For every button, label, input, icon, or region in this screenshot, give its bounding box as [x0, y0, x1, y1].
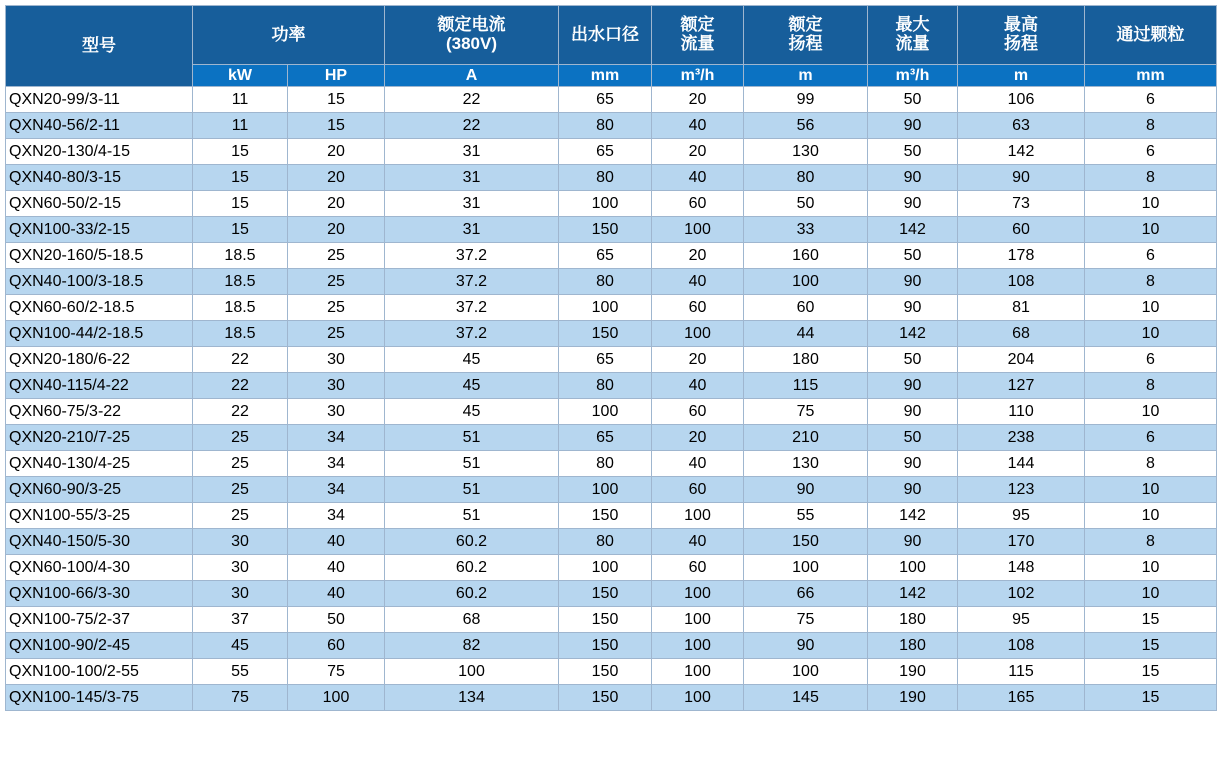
cell-power-kw: 25 — [193, 503, 288, 529]
table-row — [6, 685, 1217, 711]
cell-rated-flow: 20 — [652, 243, 744, 269]
cell-rated-head: 44 — [744, 321, 868, 347]
table-row — [6, 659, 1217, 685]
cell-rated-flow: 20 — [652, 139, 744, 165]
cell-rated-head: 99 — [744, 87, 868, 113]
cell-power-kw: 18.5 — [193, 243, 288, 269]
cell-power-hp: 20 — [288, 191, 385, 217]
cell-max-flow: 90 — [868, 165, 958, 191]
cell-max-flow: 90 — [868, 295, 958, 321]
cell-max-head: 95 — [958, 607, 1085, 633]
cell-rated-flow: 100 — [652, 217, 744, 243]
cell-outlet: 100 — [559, 191, 652, 217]
cell-rated-flow: 40 — [652, 373, 744, 399]
cell-rated-flow: 100 — [652, 633, 744, 659]
cell-model: QXN20-160/5-18.5 — [6, 243, 193, 269]
cell-particle: 10 — [1085, 295, 1217, 321]
cell-rated-head: 150 — [744, 529, 868, 555]
cell-rated-flow: 20 — [652, 347, 744, 373]
cell-particle: 6 — [1085, 243, 1217, 269]
cell-power-hp: 34 — [288, 451, 385, 477]
cell-max-head: 238 — [958, 425, 1085, 451]
cell-rated-head: 100 — [744, 269, 868, 295]
table-row — [6, 217, 1217, 243]
cell-rated-flow: 100 — [652, 581, 744, 607]
header-model: 型号 — [6, 6, 193, 87]
table-row — [6, 529, 1217, 555]
cell-model: QXN20-210/7-25 — [6, 425, 193, 451]
cell-max-head: 127 — [958, 373, 1085, 399]
cell-rated-head: 66 — [744, 581, 868, 607]
cell-rated-flow: 100 — [652, 607, 744, 633]
cell-model: QXN20-99/3-11 — [6, 87, 193, 113]
table-row — [6, 607, 1217, 633]
cell-model: QXN100-55/3-25 — [6, 503, 193, 529]
cell-max-flow: 90 — [868, 113, 958, 139]
cell-outlet: 80 — [559, 165, 652, 191]
cell-model: QXN100-66/3-30 — [6, 581, 193, 607]
cell-power-hp: 60 — [288, 633, 385, 659]
cell-outlet: 100 — [559, 399, 652, 425]
table-row — [6, 633, 1217, 659]
cell-power-hp: 40 — [288, 529, 385, 555]
cell-model: QXN60-100/4-30 — [6, 555, 193, 581]
cell-rated-flow: 60 — [652, 295, 744, 321]
cell-rated-flow: 100 — [652, 659, 744, 685]
cell-current: 37.2 — [385, 295, 559, 321]
cell-model: QXN100-100/2-55 — [6, 659, 193, 685]
cell-rated-head: 210 — [744, 425, 868, 451]
table-row — [6, 503, 1217, 529]
cell-outlet: 100 — [559, 295, 652, 321]
cell-power-kw: 22 — [193, 373, 288, 399]
cell-power-kw: 30 — [193, 581, 288, 607]
cell-power-kw: 18.5 — [193, 295, 288, 321]
cell-outlet: 80 — [559, 529, 652, 555]
unit-m3h: m³/h — [652, 65, 744, 87]
cell-max-flow: 50 — [868, 347, 958, 373]
cell-current: 51 — [385, 425, 559, 451]
cell-rated-head: 60 — [744, 295, 868, 321]
cell-max-head: 148 — [958, 555, 1085, 581]
cell-current: 60.2 — [385, 529, 559, 555]
cell-max-head: 102 — [958, 581, 1085, 607]
cell-model: QXN40-130/4-25 — [6, 451, 193, 477]
header-rated-flow — [652, 6, 744, 65]
cell-max-flow: 50 — [868, 139, 958, 165]
cell-power-kw: 15 — [193, 217, 288, 243]
cell-model: QXN100-33/2-15 — [6, 217, 193, 243]
cell-rated-head: 50 — [744, 191, 868, 217]
cell-max-flow: 142 — [868, 321, 958, 347]
cell-power-hp: 30 — [288, 373, 385, 399]
cell-rated-head: 100 — [744, 659, 868, 685]
header-rated-head-line1: 额定 — [788, 15, 823, 35]
cell-power-hp: 20 — [288, 139, 385, 165]
cell-power-kw: 18.5 — [193, 321, 288, 347]
table-row — [6, 165, 1217, 191]
cell-rated-head: 160 — [744, 243, 868, 269]
cell-rated-head: 55 — [744, 503, 868, 529]
cell-power-hp: 20 — [288, 165, 385, 191]
cell-outlet: 150 — [559, 607, 652, 633]
cell-max-head: 73 — [958, 191, 1085, 217]
cell-particle: 10 — [1085, 321, 1217, 347]
cell-particle: 8 — [1085, 113, 1217, 139]
cell-power-kw: 11 — [193, 113, 288, 139]
cell-particle: 15 — [1085, 659, 1217, 685]
table-row — [6, 87, 1217, 113]
cell-outlet: 100 — [559, 555, 652, 581]
cell-max-flow: 90 — [868, 529, 958, 555]
cell-max-head: 178 — [958, 243, 1085, 269]
cell-current: 60.2 — [385, 581, 559, 607]
table-header — [6, 6, 1217, 87]
cell-rated-head: 80 — [744, 165, 868, 191]
cell-rated-flow: 40 — [652, 529, 744, 555]
cell-max-flow: 50 — [868, 87, 958, 113]
cell-max-head: 142 — [958, 139, 1085, 165]
cell-current: 31 — [385, 217, 559, 243]
cell-particle: 6 — [1085, 139, 1217, 165]
table-row — [6, 139, 1217, 165]
cell-current: 31 — [385, 191, 559, 217]
table-row — [6, 425, 1217, 451]
cell-rated-flow: 40 — [652, 165, 744, 191]
cell-outlet: 150 — [559, 659, 652, 685]
cell-model: QXN20-180/6-22 — [6, 347, 193, 373]
cell-particle: 10 — [1085, 581, 1217, 607]
cell-current: 134 — [385, 685, 559, 711]
header-power: 功率 — [193, 6, 385, 65]
cell-rated-flow: 100 — [652, 685, 744, 711]
table-row — [6, 581, 1217, 607]
table-row — [6, 347, 1217, 373]
cell-power-kw: 37 — [193, 607, 288, 633]
cell-power-kw: 55 — [193, 659, 288, 685]
cell-max-flow: 90 — [868, 373, 958, 399]
cell-max-head: 60 — [958, 217, 1085, 243]
cell-rated-flow: 60 — [652, 477, 744, 503]
cell-max-flow: 90 — [868, 451, 958, 477]
header-max-flow — [868, 6, 958, 65]
cell-power-hp: 25 — [288, 269, 385, 295]
cell-particle: 15 — [1085, 607, 1217, 633]
header-max-flow-line2: 流量 — [895, 34, 930, 53]
cell-model: QXN100-145/3-75 — [6, 685, 193, 711]
table-row — [6, 399, 1217, 425]
cell-rated-flow: 60 — [652, 191, 744, 217]
cell-current: 100 — [385, 659, 559, 685]
cell-max-head: 170 — [958, 529, 1085, 555]
cell-particle: 8 — [1085, 451, 1217, 477]
cell-current: 31 — [385, 139, 559, 165]
cell-power-hp: 25 — [288, 321, 385, 347]
cell-current: 45 — [385, 399, 559, 425]
cell-particle: 8 — [1085, 529, 1217, 555]
cell-max-head: 81 — [958, 295, 1085, 321]
cell-max-head: 144 — [958, 451, 1085, 477]
cell-outlet: 80 — [559, 373, 652, 399]
header-rated-current-line1: 额定电流 — [437, 15, 506, 35]
cell-power-kw: 18.5 — [193, 269, 288, 295]
cell-rated-head: 56 — [744, 113, 868, 139]
cell-power-hp: 25 — [288, 295, 385, 321]
cell-max-flow: 180 — [868, 607, 958, 633]
cell-rated-head: 115 — [744, 373, 868, 399]
cell-max-head: 63 — [958, 113, 1085, 139]
cell-current: 45 — [385, 373, 559, 399]
cell-model: QXN60-90/3-25 — [6, 477, 193, 503]
cell-power-kw: 11 — [193, 87, 288, 113]
cell-power-kw: 75 — [193, 685, 288, 711]
table-row — [6, 269, 1217, 295]
header-rated-flow-line2: 流量 — [680, 34, 715, 53]
table-row — [6, 295, 1217, 321]
cell-power-kw: 25 — [193, 425, 288, 451]
cell-power-kw: 15 — [193, 165, 288, 191]
cell-current: 37.2 — [385, 269, 559, 295]
cell-power-hp: 34 — [288, 425, 385, 451]
header-max-head — [958, 6, 1085, 65]
cell-particle: 8 — [1085, 373, 1217, 399]
cell-max-head: 108 — [958, 269, 1085, 295]
cell-model: QXN20-130/4-15 — [6, 139, 193, 165]
cell-power-kw: 22 — [193, 399, 288, 425]
cell-power-hp: 15 — [288, 87, 385, 113]
cell-power-kw: 25 — [193, 477, 288, 503]
cell-current: 45 — [385, 347, 559, 373]
cell-power-hp: 20 — [288, 217, 385, 243]
cell-rated-head: 90 — [744, 477, 868, 503]
cell-power-hp: 75 — [288, 659, 385, 685]
cell-rated-head: 100 — [744, 555, 868, 581]
cell-current: 82 — [385, 633, 559, 659]
cell-current: 37.2 — [385, 243, 559, 269]
cell-power-kw: 30 — [193, 555, 288, 581]
cell-outlet: 65 — [559, 139, 652, 165]
cell-max-flow: 90 — [868, 399, 958, 425]
cell-max-flow: 180 — [868, 633, 958, 659]
cell-current: 51 — [385, 477, 559, 503]
cell-outlet: 65 — [559, 425, 652, 451]
cell-power-kw: 22 — [193, 347, 288, 373]
table-row — [6, 555, 1217, 581]
cell-max-flow: 190 — [868, 659, 958, 685]
cell-model: QXN40-115/4-22 — [6, 373, 193, 399]
cell-max-flow: 50 — [868, 243, 958, 269]
cell-max-flow: 90 — [868, 477, 958, 503]
cell-model: QXN40-150/5-30 — [6, 529, 193, 555]
cell-rated-flow: 100 — [652, 503, 744, 529]
cell-rated-head: 33 — [744, 217, 868, 243]
cell-max-head: 106 — [958, 87, 1085, 113]
cell-rated-head: 130 — [744, 139, 868, 165]
cell-current: 31 — [385, 165, 559, 191]
cell-max-flow: 142 — [868, 581, 958, 607]
cell-power-kw: 25 — [193, 451, 288, 477]
table-row — [6, 243, 1217, 269]
cell-rated-head: 90 — [744, 633, 868, 659]
table-row — [6, 477, 1217, 503]
cell-max-flow: 90 — [868, 269, 958, 295]
cell-rated-head: 75 — [744, 607, 868, 633]
cell-power-kw: 45 — [193, 633, 288, 659]
unit-m: m — [744, 65, 868, 87]
cell-model: QXN60-60/2-18.5 — [6, 295, 193, 321]
cell-particle: 15 — [1085, 633, 1217, 659]
cell-current: 51 — [385, 451, 559, 477]
cell-max-head: 165 — [958, 685, 1085, 711]
cell-power-hp: 40 — [288, 581, 385, 607]
cell-model: QXN100-90/2-45 — [6, 633, 193, 659]
header-rated-head — [744, 6, 868, 65]
cell-current: 22 — [385, 87, 559, 113]
cell-power-kw: 30 — [193, 529, 288, 555]
cell-max-head: 90 — [958, 165, 1085, 191]
cell-particle: 10 — [1085, 555, 1217, 581]
cell-outlet: 65 — [559, 87, 652, 113]
cell-rated-head: 75 — [744, 399, 868, 425]
cell-rated-flow: 40 — [652, 113, 744, 139]
cell-max-head: 108 — [958, 633, 1085, 659]
cell-model: QXN40-100/3-18.5 — [6, 269, 193, 295]
cell-max-head: 204 — [958, 347, 1085, 373]
cell-particle: 6 — [1085, 87, 1217, 113]
header-rated-flow-line1: 额定 — [680, 15, 715, 35]
cell-model: QXN40-56/2-11 — [6, 113, 193, 139]
cell-current: 37.2 — [385, 321, 559, 347]
cell-current: 60.2 — [385, 555, 559, 581]
cell-outlet: 150 — [559, 217, 652, 243]
cell-max-flow: 50 — [868, 425, 958, 451]
cell-outlet: 150 — [559, 321, 652, 347]
header-outlet: 出水口径 — [559, 6, 652, 65]
cell-model: QXN60-75/3-22 — [6, 399, 193, 425]
header-rated-head-line2: 扬程 — [788, 34, 823, 53]
cell-rated-flow: 100 — [652, 321, 744, 347]
cell-particle: 10 — [1085, 503, 1217, 529]
cell-model: QXN100-75/2-37 — [6, 607, 193, 633]
cell-max-flow: 190 — [868, 685, 958, 711]
cell-power-kw: 15 — [193, 139, 288, 165]
header-particle: 通过颗粒 — [1085, 6, 1217, 65]
cell-outlet: 65 — [559, 347, 652, 373]
cell-particle: 10 — [1085, 217, 1217, 243]
table-body — [6, 87, 1217, 711]
cell-particle: 8 — [1085, 269, 1217, 295]
unit-a: A — [385, 65, 559, 87]
cell-current: 68 — [385, 607, 559, 633]
cell-rated-flow: 60 — [652, 399, 744, 425]
cell-power-hp: 25 — [288, 243, 385, 269]
header-row — [6, 6, 1217, 65]
header-rated-current-line2: (380V) — [445, 34, 498, 53]
cell-rated-head: 145 — [744, 685, 868, 711]
cell-power-hp: 15 — [288, 113, 385, 139]
unit-particle-mm: mm — [1085, 65, 1217, 87]
cell-power-hp: 40 — [288, 555, 385, 581]
pump-spec-table — [5, 5, 1217, 711]
cell-model: QXN40-80/3-15 — [6, 165, 193, 191]
header-max-head-line2: 扬程 — [1004, 34, 1038, 53]
cell-rated-head: 130 — [744, 451, 868, 477]
cell-model: QXN100-44/2-18.5 — [6, 321, 193, 347]
cell-max-head: 95 — [958, 503, 1085, 529]
cell-max-head: 115 — [958, 659, 1085, 685]
cell-max-head: 68 — [958, 321, 1085, 347]
cell-particle: 10 — [1085, 477, 1217, 503]
table-row — [6, 373, 1217, 399]
cell-outlet: 80 — [559, 451, 652, 477]
cell-power-hp: 50 — [288, 607, 385, 633]
header-rated-current — [385, 6, 559, 65]
header-max-flow-line1: 最大 — [895, 15, 930, 35]
table-row — [6, 113, 1217, 139]
cell-rated-flow: 20 — [652, 425, 744, 451]
cell-current: 22 — [385, 113, 559, 139]
cell-rated-flow: 40 — [652, 451, 744, 477]
cell-outlet: 80 — [559, 113, 652, 139]
cell-particle: 10 — [1085, 399, 1217, 425]
cell-rated-flow: 60 — [652, 555, 744, 581]
cell-particle: 8 — [1085, 165, 1217, 191]
table-row — [6, 321, 1217, 347]
cell-power-hp: 30 — [288, 399, 385, 425]
cell-outlet: 150 — [559, 581, 652, 607]
table-row — [6, 191, 1217, 217]
cell-particle: 6 — [1085, 425, 1217, 451]
cell-outlet: 100 — [559, 477, 652, 503]
cell-max-flow: 142 — [868, 217, 958, 243]
cell-outlet: 150 — [559, 685, 652, 711]
unit-max-m3h: m³/h — [868, 65, 958, 87]
cell-outlet: 150 — [559, 503, 652, 529]
cell-particle: 10 — [1085, 191, 1217, 217]
cell-max-flow: 90 — [868, 191, 958, 217]
cell-power-hp: 34 — [288, 477, 385, 503]
unit-kw: kW — [193, 65, 288, 87]
cell-model: QXN60-50/2-15 — [6, 191, 193, 217]
cell-particle: 15 — [1085, 685, 1217, 711]
cell-max-flow: 100 — [868, 555, 958, 581]
cell-outlet: 65 — [559, 243, 652, 269]
table-row — [6, 451, 1217, 477]
cell-rated-flow: 40 — [652, 269, 744, 295]
unit-mm: mm — [559, 65, 652, 87]
cell-outlet: 150 — [559, 633, 652, 659]
unit-max-m: m — [958, 65, 1085, 87]
cell-power-kw: 15 — [193, 191, 288, 217]
cell-outlet: 80 — [559, 269, 652, 295]
cell-power-hp: 34 — [288, 503, 385, 529]
cell-max-head: 123 — [958, 477, 1085, 503]
cell-power-hp: 30 — [288, 347, 385, 373]
cell-rated-flow: 20 — [652, 87, 744, 113]
cell-max-flow: 142 — [868, 503, 958, 529]
unit-hp: HP — [288, 65, 385, 87]
cell-particle: 6 — [1085, 347, 1217, 373]
cell-max-head: 110 — [958, 399, 1085, 425]
header-max-head-line1: 最高 — [1004, 15, 1038, 35]
cell-rated-head: 180 — [744, 347, 868, 373]
cell-power-hp: 100 — [288, 685, 385, 711]
cell-current: 51 — [385, 503, 559, 529]
